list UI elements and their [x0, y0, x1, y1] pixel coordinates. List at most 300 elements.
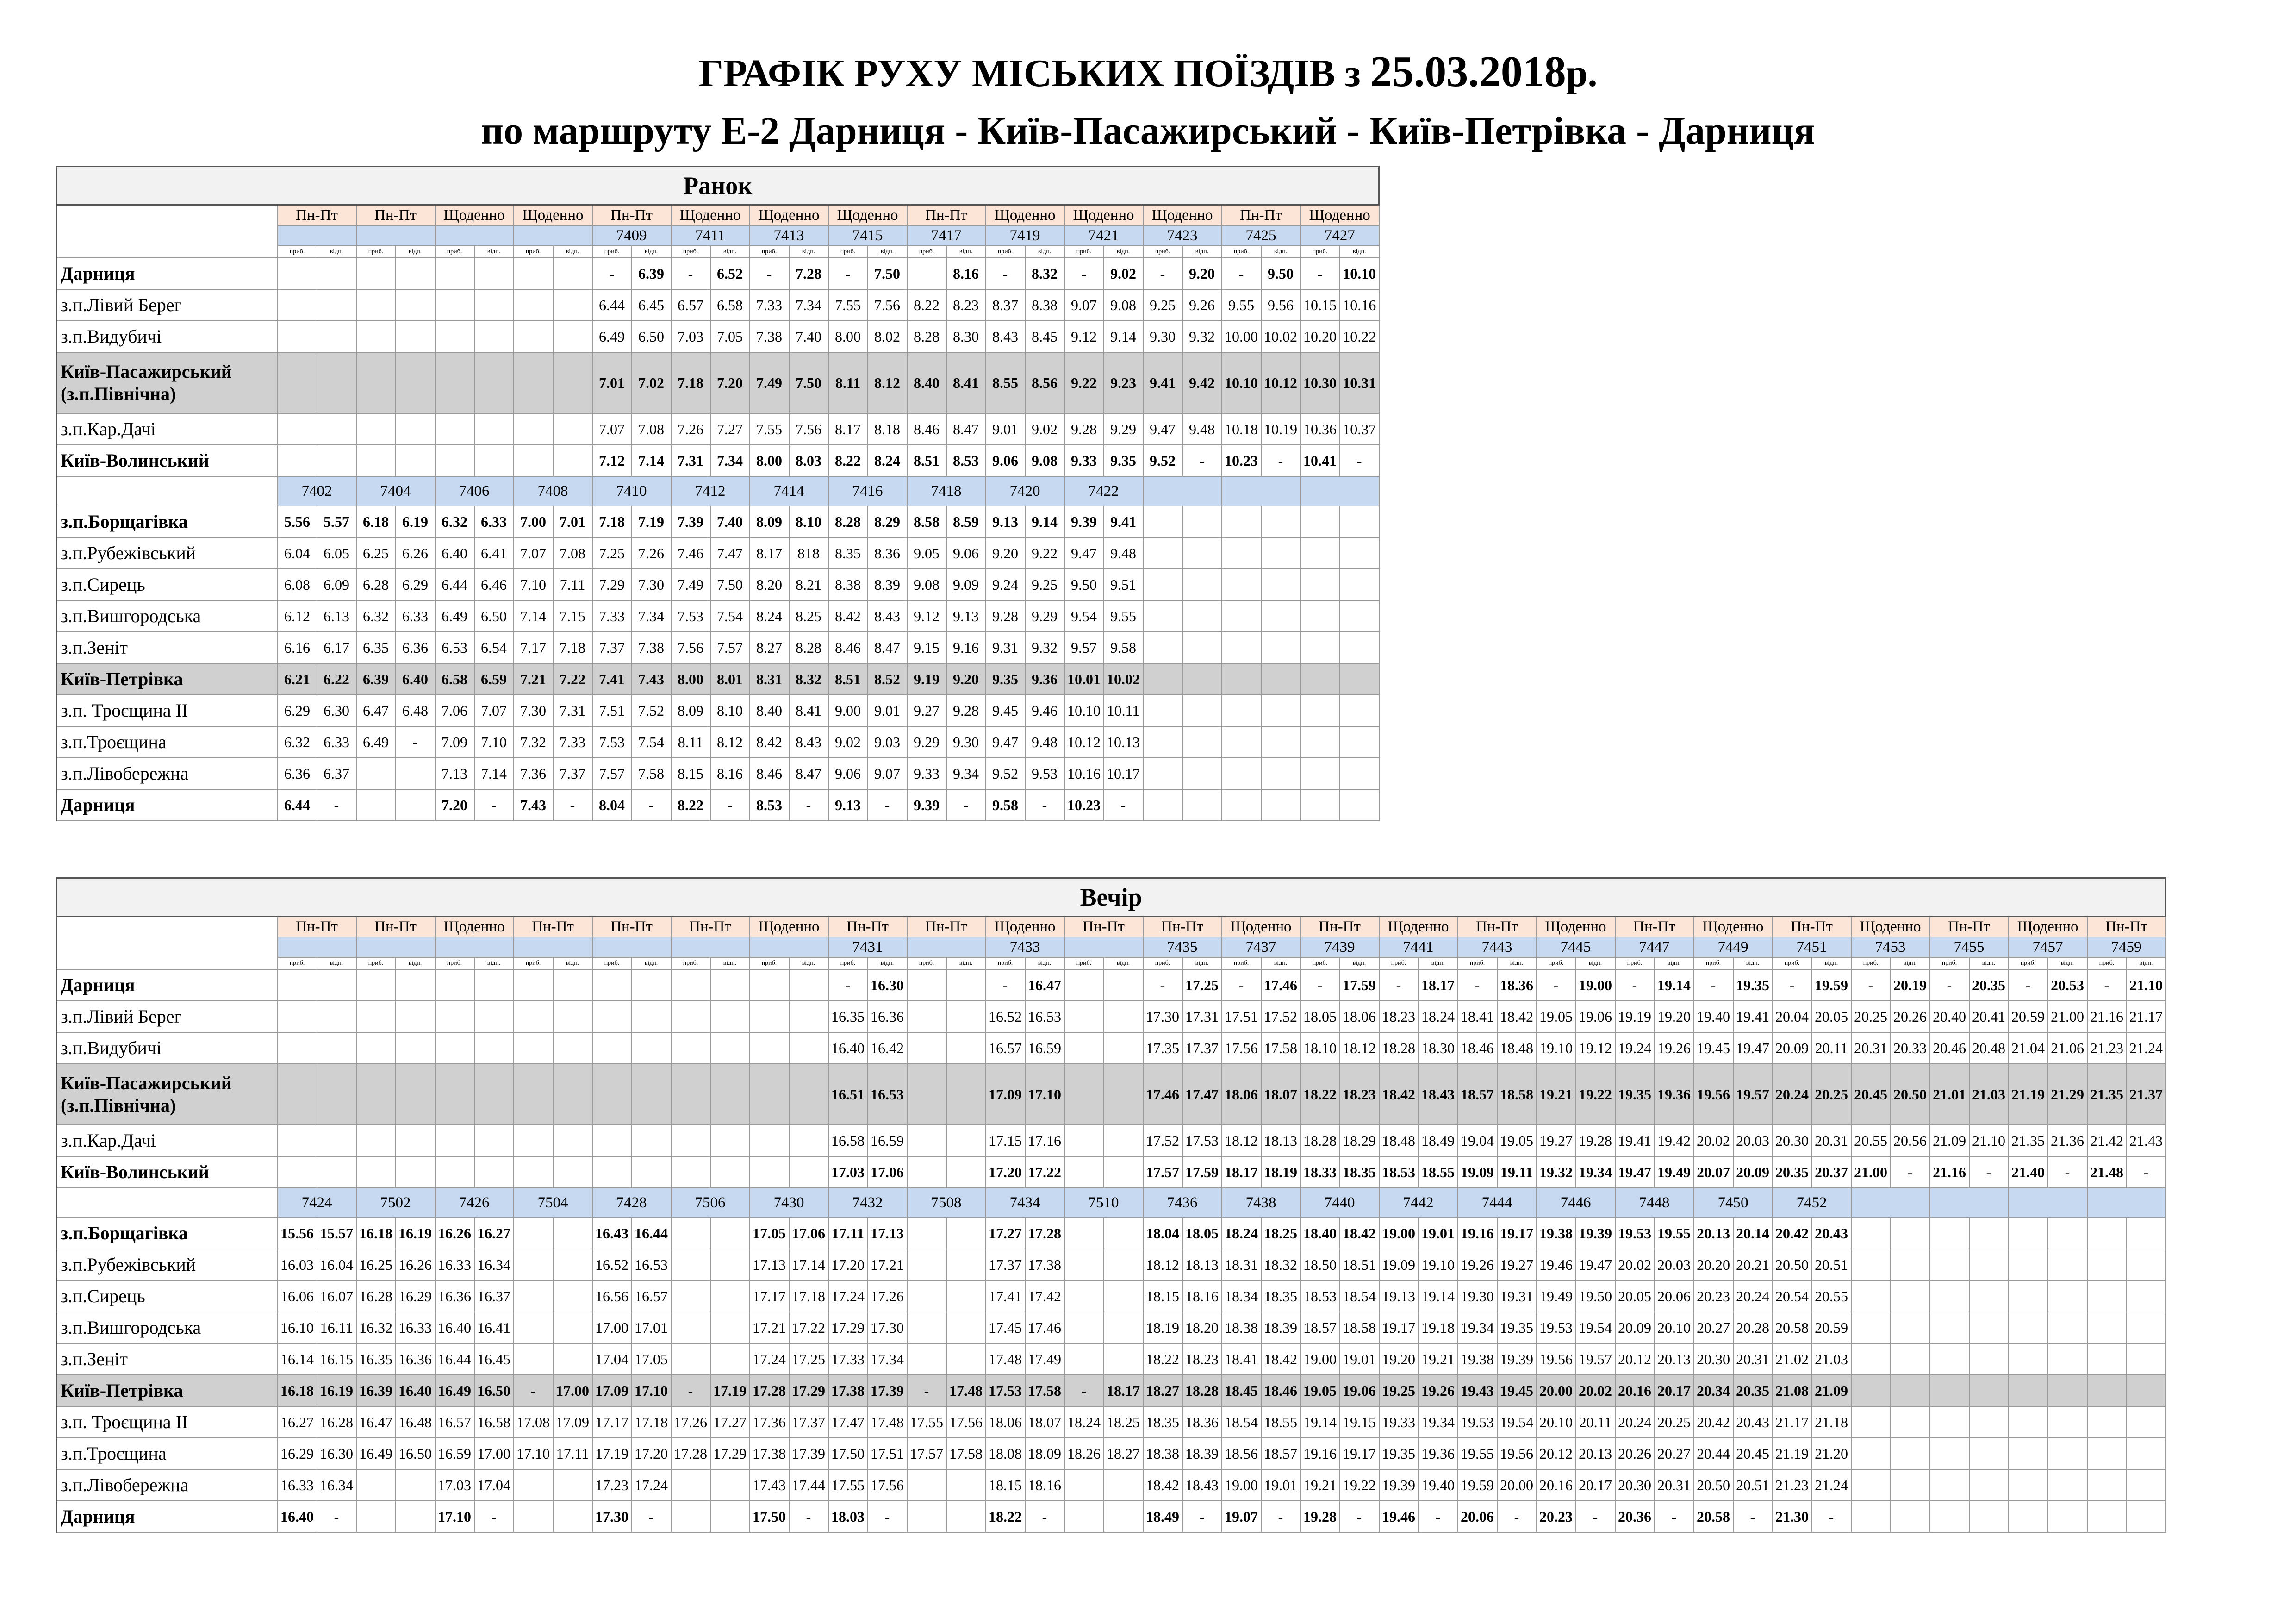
- departure-time: 19.14: [1419, 1280, 1458, 1312]
- arrival-time: [514, 1280, 553, 1312]
- departure-time: 18.46: [1261, 1375, 1300, 1406]
- departure-time: 7.15: [553, 600, 592, 632]
- arrival-time: 6.32: [435, 506, 474, 537]
- arrival-time: 7.55: [828, 289, 868, 321]
- arr-label: приб.: [592, 246, 632, 258]
- departure-time: 16.04: [317, 1249, 356, 1280]
- train-number: [514, 225, 592, 246]
- departure-time: 21.36: [2048, 1125, 2087, 1156]
- arr-label: приб.: [356, 246, 396, 258]
- arrival-time: 16.18: [278, 1375, 317, 1406]
- departure-time: 10.02: [1104, 663, 1143, 695]
- arrival-time: 8.09: [750, 506, 789, 537]
- departure-time: 8.43: [789, 726, 828, 758]
- arrival-time: 20.24: [1773, 1064, 1812, 1125]
- arrival-time: [1222, 726, 1261, 758]
- departure-time: 9.06: [946, 537, 986, 569]
- arrival-time: [1300, 789, 1340, 821]
- arrival-time: [907, 1032, 946, 1064]
- arrival-time: 18.28: [1300, 1125, 1340, 1156]
- departure-time: 10.31: [1340, 352, 1379, 413]
- departure-time: [2048, 1501, 2087, 1532]
- arrival-time: 8.09: [671, 695, 710, 726]
- day-pattern: Щоденно: [1064, 205, 1143, 226]
- arrival-time: 7.20: [435, 789, 474, 821]
- departure-time: 16.53: [868, 1064, 907, 1125]
- arrival-time: 16.28: [356, 1280, 396, 1312]
- arr-label: приб.: [1930, 957, 1969, 969]
- departure-time: 16.50: [396, 1438, 435, 1469]
- train-number: 7414: [750, 476, 828, 506]
- departure-time: 21.24: [2127, 1032, 2166, 1064]
- departure-time: -: [710, 789, 750, 821]
- arrival-time: 8.28: [828, 506, 868, 537]
- departure-time: 20.11: [1576, 1406, 1615, 1438]
- arrival-time: [435, 352, 474, 413]
- arrival-time: 18.38: [1222, 1312, 1261, 1343]
- day-pattern: Пн-Пт: [1615, 917, 1694, 937]
- arrival-time: 21.30: [1773, 1501, 1812, 1532]
- departure-time: 20.03: [1655, 1249, 1694, 1280]
- departure-time: 8.52: [868, 663, 907, 695]
- arrival-time: 9.07: [1064, 289, 1104, 321]
- departure-time: 16.42: [868, 1032, 907, 1064]
- arrival-time: [2087, 1218, 2127, 1249]
- arrival-time: [671, 1280, 710, 1312]
- departure-time: 17.42: [1025, 1280, 1064, 1312]
- arrival-time: 19.59: [1458, 1469, 1497, 1501]
- departure-time: -: [789, 789, 828, 821]
- arrival-time: [2009, 1375, 2048, 1406]
- departure-time: [2127, 1280, 2166, 1312]
- departure-time: 19.17: [1497, 1218, 1537, 1249]
- arrival-time: 8.22: [671, 789, 710, 821]
- departure-time: [1969, 1218, 2009, 1249]
- arrival-time: 20.12: [1615, 1343, 1655, 1375]
- departure-time: [789, 1156, 828, 1188]
- departure-time: 17.46: [1261, 969, 1300, 1001]
- train-number: 7423: [1143, 225, 1222, 246]
- departure-time: 9.50: [1261, 258, 1300, 289]
- departure-time: 7.40: [789, 321, 828, 352]
- arrival-time: 10.18: [1222, 413, 1261, 445]
- departure-time: -: [868, 789, 907, 821]
- departure-time: 7.20: [710, 352, 750, 413]
- departure-time: 18.36: [1182, 1406, 1222, 1438]
- departure-time: [1261, 789, 1300, 821]
- arrival-time: [435, 258, 474, 289]
- arrival-time: [1930, 1312, 1969, 1343]
- station-name: [56, 445, 278, 476]
- arrival-time: [1143, 663, 1182, 695]
- departure-time: 18.55: [1261, 1406, 1300, 1438]
- dep-label: відп.: [1182, 246, 1222, 258]
- departure-time: 7.54: [710, 600, 750, 632]
- arrival-time: 19.46: [1537, 1249, 1576, 1280]
- departure-time: [946, 1156, 986, 1188]
- departure-time: [710, 1032, 750, 1064]
- arrival-time: 19.16: [1300, 1438, 1340, 1469]
- departure-time: [2127, 1312, 2166, 1343]
- train-number: [1300, 476, 1379, 506]
- arrival-time: [356, 445, 396, 476]
- departure-time: 9.23: [1104, 352, 1143, 413]
- arrival-time: [1930, 1469, 1969, 1501]
- departure-time: [396, 1156, 435, 1188]
- arrival-time: [1300, 537, 1340, 569]
- departure-time: [946, 1469, 986, 1501]
- arr-label: приб.: [1064, 246, 1104, 258]
- departure-time: [632, 969, 671, 1001]
- arrival-time: 16.40: [278, 1501, 317, 1532]
- arrival-time: 19.05: [1537, 1001, 1576, 1032]
- arrival-time: 7.03: [671, 321, 710, 352]
- departure-time: 20.24: [1733, 1280, 1773, 1312]
- departure-time: [1104, 1249, 1143, 1280]
- arrival-time: -: [1615, 969, 1655, 1001]
- train-number: 7425: [1222, 225, 1300, 246]
- arrival-time: 19.09: [1458, 1156, 1497, 1188]
- departure-time: 16.57: [632, 1280, 671, 1312]
- arrival-time: 7.17: [514, 632, 553, 663]
- section-title: Вечір: [56, 878, 2166, 917]
- arrival-time: 19.30: [1458, 1280, 1497, 1312]
- departure-time: [946, 1125, 986, 1156]
- departure-time: [317, 258, 356, 289]
- arrival-time: 19.47: [1615, 1156, 1655, 1188]
- arrival-time: 6.47: [356, 695, 396, 726]
- train-number: 7413: [750, 225, 828, 246]
- departure-time: 6.50: [474, 600, 514, 632]
- arrival-time: 9.28: [1064, 413, 1104, 445]
- arrival-time: 18.03: [828, 1501, 868, 1532]
- train-number: [907, 937, 986, 957]
- station-label: Дарниця: [61, 263, 135, 284]
- departure-time: 20.51: [1812, 1249, 1851, 1280]
- arrival-time: 15.56: [278, 1218, 317, 1249]
- departure-time: -: [1497, 1501, 1537, 1532]
- departure-time: 8.01: [710, 663, 750, 695]
- departure-time: 19.31: [1497, 1280, 1537, 1312]
- departure-time: -: [1261, 1501, 1300, 1532]
- arrival-time: 7.55: [750, 413, 789, 445]
- departure-time: 17.13: [868, 1218, 907, 1249]
- arrival-time: 17.00: [592, 1312, 632, 1343]
- departure-time: 16.19: [317, 1375, 356, 1406]
- arrival-time: 8.46: [907, 413, 946, 445]
- departure-time: [474, 352, 514, 413]
- arrival-time: [592, 1156, 632, 1188]
- train-number: [592, 937, 671, 957]
- departure-time: [1261, 506, 1300, 537]
- departure-time: [946, 1312, 986, 1343]
- arrival-time: [671, 969, 710, 1001]
- arrival-time: 6.04: [278, 537, 317, 569]
- station-name: з.п.Троєщина: [56, 1438, 278, 1469]
- departure-time: 17.59: [1340, 969, 1379, 1001]
- departure-time: [396, 969, 435, 1001]
- departure-time: 18.58: [1340, 1312, 1379, 1343]
- arrival-time: [1930, 1343, 1969, 1375]
- arr-label: приб.: [750, 246, 789, 258]
- departure-time: [1891, 1343, 1930, 1375]
- arrival-time: 17.29: [828, 1312, 868, 1343]
- arrival-time: 18.15: [1143, 1280, 1182, 1312]
- departure-time: -: [1025, 1501, 1064, 1532]
- departure-time: [317, 445, 356, 476]
- arrival-time: 6.39: [356, 663, 396, 695]
- arrival-time: [356, 1001, 396, 1032]
- arrival-time: -: [1064, 258, 1104, 289]
- departure-time: 16.59: [868, 1125, 907, 1156]
- arrival-time: 19.00: [1222, 1469, 1261, 1501]
- departure-time: -: [789, 1501, 828, 1532]
- arrival-time: 20.12: [1537, 1438, 1576, 1469]
- arrival-time: 18.46: [1458, 1032, 1497, 1064]
- departure-time: 17.53: [1182, 1125, 1222, 1156]
- departure-time: 7.33: [553, 726, 592, 758]
- arrival-time: [2009, 1343, 2048, 1375]
- arrival-time: 20.50: [1694, 1469, 1733, 1501]
- departure-time: 20.48: [1969, 1032, 2009, 1064]
- departure-time: 16.30: [868, 969, 907, 1001]
- departure-time: [1340, 600, 1379, 632]
- departure-time: 7.37: [553, 758, 592, 789]
- departure-time: 17.22: [1025, 1156, 1064, 1188]
- arrival-time: 21.00: [1851, 1156, 1891, 1188]
- departure-time: 20.51: [1733, 1469, 1773, 1501]
- arrival-time: [592, 1064, 632, 1125]
- arrival-time: 9.47: [1143, 413, 1182, 445]
- departure-time: 9.55: [1104, 600, 1143, 632]
- arrival-time: [1143, 726, 1182, 758]
- arrival-time: [2009, 1280, 2048, 1312]
- departure-time: -: [1419, 1501, 1458, 1532]
- departure-time: 7.22: [553, 663, 592, 695]
- arrival-time: [1064, 1218, 1104, 1249]
- arrival-time: 19.05: [1300, 1375, 1340, 1406]
- arrival-time: 18.41: [1458, 1001, 1497, 1032]
- departure-time: [1340, 569, 1379, 600]
- departure-time: -: [2048, 1156, 2087, 1188]
- departure-time: 19.12: [1576, 1032, 1615, 1064]
- dep-label: відп.: [710, 957, 750, 969]
- arrival-time: 9.13: [986, 506, 1025, 537]
- arrival-time: [1851, 1375, 1891, 1406]
- departure-time: 9.51: [1104, 569, 1143, 600]
- departure-time: -: [1340, 1501, 1379, 1532]
- departure-time: [553, 321, 592, 352]
- arrival-time: 20.07: [1694, 1156, 1733, 1188]
- departure-time: 19.22: [1340, 1469, 1379, 1501]
- train-number: 7437: [1222, 937, 1300, 957]
- train-number: 7459: [2087, 937, 2166, 957]
- departure-time: 7.18: [553, 632, 592, 663]
- arrival-time: 9.06: [828, 758, 868, 789]
- dep-label: відп.: [710, 246, 750, 258]
- arrival-time: -: [592, 258, 632, 289]
- departure-time: [317, 352, 356, 413]
- departure-time: 20.00: [1497, 1469, 1537, 1501]
- arr-label: приб.: [1851, 957, 1891, 969]
- arrival-time: 18.53: [1300, 1280, 1340, 1312]
- departure-time: 8.39: [868, 569, 907, 600]
- arrival-time: 8.20: [750, 569, 789, 600]
- title-date: 25.03.2018: [1370, 48, 1566, 96]
- departure-time: 10.19: [1261, 413, 1300, 445]
- arrival-time: 18.54: [1222, 1406, 1261, 1438]
- station-name: з.п.Рубежівський: [56, 1249, 278, 1280]
- train-number: 7410: [592, 476, 671, 506]
- departure-time: [396, 1501, 435, 1532]
- arrival-time: 17.48: [986, 1343, 1025, 1375]
- arrival-time: 17.03: [828, 1156, 868, 1188]
- departure-time: 18.13: [1261, 1125, 1300, 1156]
- station-name: [56, 289, 278, 321]
- dep-label: відп.: [789, 957, 828, 969]
- arrival-time: 9.31: [986, 632, 1025, 663]
- arrival-time: 21.19: [1773, 1438, 1812, 1469]
- day-pattern: Пн-Пт: [356, 205, 435, 226]
- arrival-time: 19.38: [1537, 1218, 1576, 1249]
- arrival-time: 17.38: [828, 1375, 868, 1406]
- arrival-time: [1851, 1280, 1891, 1312]
- departure-time: 17.29: [789, 1375, 828, 1406]
- arrival-time: 9.06: [986, 445, 1025, 476]
- departure-time: [1182, 758, 1222, 789]
- arrival-time: [278, 1125, 317, 1156]
- arrival-time: [514, 321, 553, 352]
- arrival-time: [592, 1032, 632, 1064]
- arrival-time: 8.00: [750, 445, 789, 476]
- dep-label: відп.: [1182, 957, 1222, 969]
- train-number: 7426: [435, 1188, 514, 1218]
- day-pattern: Пн-Пт: [828, 917, 907, 937]
- station-label: з.п.Лівий Берег: [61, 1006, 182, 1027]
- arrival-time: 19.13: [1379, 1280, 1419, 1312]
- arrival-time: 17.28: [750, 1375, 789, 1406]
- departure-time: [317, 289, 356, 321]
- arrival-time: 17.10: [435, 1501, 474, 1532]
- arrival-time: [1064, 1001, 1104, 1032]
- departure-time: 8.21: [789, 569, 828, 600]
- dep-label: відп.: [1969, 957, 2009, 969]
- arrival-time: 9.25: [1143, 289, 1182, 321]
- arrival-time: 19.04: [1458, 1125, 1497, 1156]
- station-sublabel: (з.п.Північна): [61, 1095, 176, 1116]
- arrival-time: 7.06: [435, 695, 474, 726]
- arrival-time: 18.22: [986, 1501, 1025, 1532]
- departure-time: 20.14: [1733, 1218, 1773, 1249]
- train-number: 7448: [1615, 1188, 1694, 1218]
- arrival-time: 8.40: [907, 352, 946, 413]
- departure-time: [474, 289, 514, 321]
- departure-time: 17.48: [868, 1406, 907, 1438]
- arrival-time: 6.49: [435, 600, 474, 632]
- arrival-time: 9.12: [907, 600, 946, 632]
- dep-label: відп.: [1340, 246, 1379, 258]
- day-pattern: Пн-Пт: [1773, 917, 1851, 937]
- arrival-time: [1143, 695, 1182, 726]
- departure-time: [2127, 1343, 2166, 1375]
- departure-time: 16.19: [396, 1218, 435, 1249]
- departure-time: 19.40: [1419, 1469, 1458, 1501]
- arrival-time: 20.55: [1851, 1125, 1891, 1156]
- arrival-time: 18.22: [1300, 1064, 1340, 1125]
- arrival-time: 21.19: [2009, 1064, 2048, 1125]
- day-pattern: Щоденно: [1537, 917, 1615, 937]
- train-number: 7439: [1300, 937, 1379, 957]
- arrival-time: 18.27: [1143, 1375, 1182, 1406]
- arr-label: приб.: [1773, 957, 1812, 969]
- arrival-time: [1143, 506, 1182, 537]
- arrival-time: 10.15: [1300, 289, 1340, 321]
- arrival-time: [1851, 1406, 1891, 1438]
- station-header-blank: [56, 1188, 278, 1218]
- arr-label: приб.: [1300, 246, 1340, 258]
- arr-label: приб.: [671, 957, 710, 969]
- departure-time: [396, 445, 435, 476]
- departure-time: -: [1891, 1156, 1930, 1188]
- departure-time: 7.11: [553, 569, 592, 600]
- departure-time: 17.16: [1025, 1125, 1064, 1156]
- departure-time: 7.38: [632, 632, 671, 663]
- departure-time: 17.00: [553, 1375, 592, 1406]
- departure-time: 17.18: [632, 1406, 671, 1438]
- arrival-time: 19.19: [1615, 1001, 1655, 1032]
- arrival-time: [1064, 1501, 1104, 1532]
- departure-time: [317, 321, 356, 352]
- departure-time: [1340, 663, 1379, 695]
- departure-time: 19.39: [1576, 1218, 1615, 1249]
- departure-time: 17.29: [710, 1438, 750, 1469]
- arrival-time: 8.55: [986, 352, 1025, 413]
- arrival-time: 7.53: [671, 600, 710, 632]
- train-number: 7411: [671, 225, 750, 246]
- train-number: [356, 225, 435, 246]
- arrival-time: [592, 1125, 632, 1156]
- departure-time: 7.07: [474, 695, 514, 726]
- arrival-time: 7.26: [671, 413, 710, 445]
- station-label: з.п.Лівий Берег: [61, 294, 182, 315]
- arrival-time: 19.26: [1458, 1249, 1497, 1280]
- departure-time: 7.31: [553, 695, 592, 726]
- departure-time: [1340, 695, 1379, 726]
- arrival-time: 8.17: [750, 537, 789, 569]
- departure-time: [2048, 1438, 2087, 1469]
- departure-time: [710, 1218, 750, 1249]
- arrival-time: 18.33: [1300, 1156, 1340, 1188]
- departure-time: 9.20: [1182, 258, 1222, 289]
- departure-time: 18.49: [1419, 1125, 1458, 1156]
- arrival-time: 6.32: [278, 726, 317, 758]
- departure-time: 9.01: [868, 695, 907, 726]
- train-number: [1851, 1188, 1930, 1218]
- arrival-time: 16.52: [592, 1249, 632, 1280]
- departure-time: [1104, 1343, 1143, 1375]
- departure-time: 19.18: [1419, 1312, 1458, 1343]
- arrival-time: [1851, 1312, 1891, 1343]
- departure-time: 9.35: [1104, 445, 1143, 476]
- departure-time: [1182, 600, 1222, 632]
- arrival-time: 10.10: [1064, 695, 1104, 726]
- station-name: Дарниця: [56, 789, 278, 821]
- departure-time: 17.56: [946, 1406, 986, 1438]
- day-pattern: Пн-Пт: [1458, 917, 1537, 937]
- departure-time: 6.41: [474, 537, 514, 569]
- arrival-time: [435, 321, 474, 352]
- arrival-time: [1064, 1032, 1104, 1064]
